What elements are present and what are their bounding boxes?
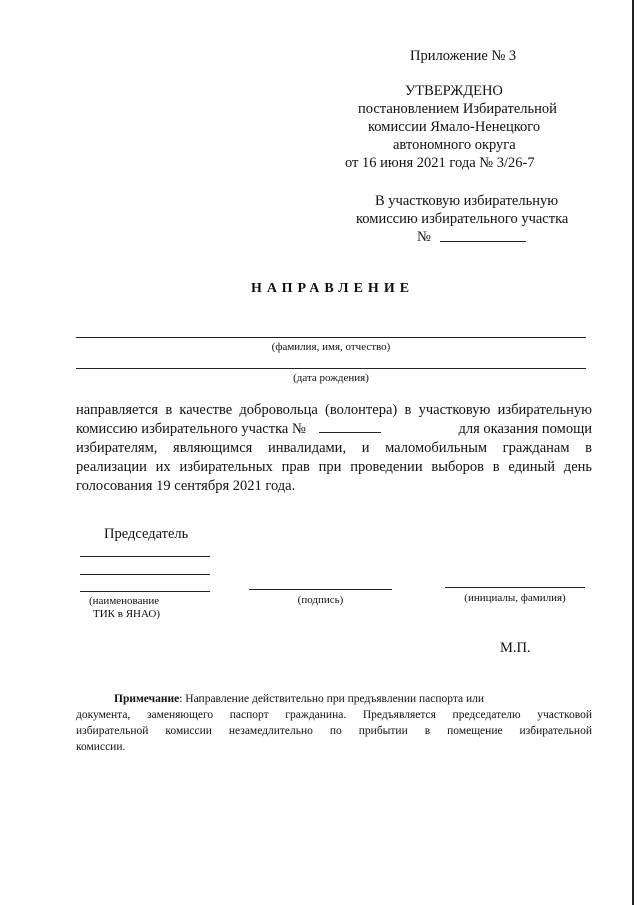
note-line-3: избирательной комиссии незамедлительно по прибытии в помещение избирательной xyxy=(76,725,592,737)
note-line-4: комиссии. xyxy=(76,741,126,753)
signature-caption: (подпись) xyxy=(297,594,344,606)
addressee-line-2: комиссию избирательного участка xyxy=(356,211,569,227)
precinct-number-blank xyxy=(319,421,381,433)
note-line-2: документа, заменяющего паспорт гражданина. Предъявляется председателю участковой xyxy=(76,709,592,721)
document-title: НАПРАВЛЕНИЕ xyxy=(250,281,415,296)
page-edge xyxy=(632,0,634,905)
body-line-3: избирателям, являющимся инвалидами, и маломобильным гражданам в xyxy=(76,440,592,456)
body-line-1: направляется в качестве добровольца (волонтера) в участковую избирательную xyxy=(76,402,592,418)
approved-heading: УТВЕРЖДЕНО xyxy=(405,83,503,99)
addressee-line-1: В участковую избирательную xyxy=(375,193,559,209)
initials-caption: (инициалы, фамилия) xyxy=(464,592,566,604)
tik-line-2 xyxy=(80,574,210,575)
full-name-caption: (фамилия, имя, отчество) xyxy=(271,341,391,353)
approved-line-2: комиссии Ямало-Ненецкого xyxy=(368,119,541,135)
note-line-1-text: : Направление действительно при предъявлении паспорта или xyxy=(179,693,485,705)
note-line-1 xyxy=(76,691,592,707)
addressee-number-blank xyxy=(440,241,526,242)
birth-date-caption: (дата рождения) xyxy=(293,372,369,384)
tik-caption-line-2: ТИК в ЯНАО) xyxy=(93,608,160,620)
body-paragraph xyxy=(76,401,592,496)
seal-label: М.П. xyxy=(500,640,531,656)
approved-line-4: от 16 июня 2021 года № 3/26-7 xyxy=(345,155,535,171)
chairman-label: Председатель xyxy=(104,526,189,542)
tik-line-3 xyxy=(80,591,210,592)
body-line-2 xyxy=(76,420,592,439)
birth-date-line xyxy=(76,368,586,369)
tik-caption-line-1: (наименование xyxy=(89,595,160,607)
addressee-number-label: № xyxy=(417,229,431,245)
signature-line xyxy=(249,589,392,590)
appendix-label: Приложение № 3 xyxy=(410,48,517,64)
note-label: Примечание xyxy=(114,693,180,705)
approved-line-1: постановлением Избирательной xyxy=(358,101,557,117)
full-name-line xyxy=(76,337,586,338)
tik-line-1 xyxy=(80,556,210,557)
body-line-4: реализации их избирательных прав при проведении выборов в единый день xyxy=(76,459,592,475)
initials-line xyxy=(445,587,585,588)
body-line-5: голосования 19 сентября 2021 года. xyxy=(76,478,296,494)
body-line-2-start: комиссию избирательного участка № xyxy=(76,421,306,437)
body-line-2-end: для оказания помощи xyxy=(458,421,592,437)
note-paragraph xyxy=(76,691,592,755)
approved-line-3: автономного округа xyxy=(393,137,516,153)
